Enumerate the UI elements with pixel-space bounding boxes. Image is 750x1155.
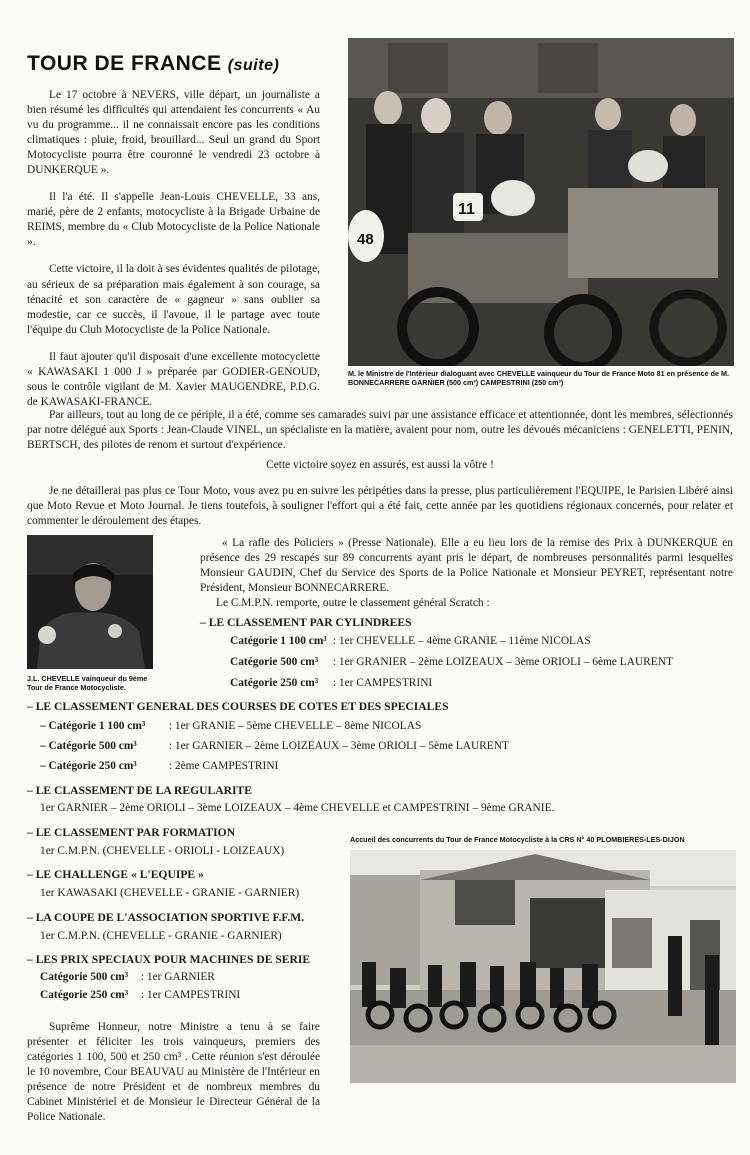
result-row	[230, 634, 591, 649]
final-paragraph: Suprême Honneur, notre Ministre a tenu à se faire présenter et féliciter les trois vainqueurs, premiers des catégories 1 100, 500 et 250 cm³ . Cette réunion s'est déroulée le 10 novembre, Cour BEAUVAU au Ministère de l'Intérieur en présence de notre Président et de nombreux membres du Cabinet Ministériel et de Monsieur le Directeur Général de la Police Nationale.	[27, 1021, 320, 1124]
result-row	[40, 988, 240, 1003]
result-row	[40, 739, 509, 754]
crs-illustration	[350, 850, 736, 1083]
section-coupe-title: – LA COUPE DE L'ASSOCIATION SPORTIVE F.F.M.	[27, 911, 305, 924]
cmpn-line: Le C.M.P.N. remporte, outre le classement général Scratch :	[216, 597, 490, 609]
section-formation-title: – LE CLASSEMENT PAR FORMATION	[27, 826, 236, 839]
category-result: : 1er CAMPESTRINI	[332, 677, 433, 689]
regularite-result: 1er GARNIER – 2ème ORIOLI – 3ème LOIZEAUX – 4ème CHEVELLE et CAMPESTRINI – 9ème GRANIE.	[40, 802, 555, 814]
plate-11: 11	[458, 201, 475, 218]
category-label: – Catégorie 500 cm³	[40, 740, 137, 752]
title-suite: (suite)	[227, 57, 280, 74]
category-result: : 1er CAMPESTRINI	[140, 989, 241, 1001]
wide-text	[27, 408, 733, 453]
result-row	[40, 970, 215, 985]
photo-minister-chevelle	[348, 38, 734, 366]
result-row	[230, 655, 673, 670]
photo-chevelle-portrait	[27, 535, 153, 669]
category-label: Catégorie 250 cm³	[40, 989, 129, 1001]
photo-crs-caption: Accueil des concurrents du Tour de France Motocycliste à la CRS N° 40 PLOMBIERES-LES-DIJON	[350, 835, 685, 844]
section-cylindrees-title: – LE CLASSEMENT PAR CYLINDREES	[200, 616, 412, 629]
photo-minister-caption: M. le Ministre de l'Intérieur dialoguant avec CHEVELLE vainqueur du Tour de France Moto 81 en présence de M. BONNECARRERE GARNIER (500 cm³) CAMPESTRINI (250 cm³)	[348, 369, 729, 387]
section-challenge-title: – LE CHALLENGE « L'EQUIPE »	[27, 868, 204, 881]
category-result: : 1er GARNIER – 2ème LOIZEAUX – 3ème ORIOLI – 5ème LAURENT	[168, 740, 509, 752]
result-row	[40, 719, 421, 734]
title-main: TOUR DE FRANCE	[27, 52, 222, 75]
rafle-text	[200, 536, 733, 596]
intro-paragraph-3: Cette victoire, il la doit à ses évidentes qualités de pilotage, au sérieux de sa préparation mais également à son courage, sa ténacité et son caractère de « gagneur » sans oublier sa modestie, car ce succès, il l'avoue, il le partage avec toute l'équipe du Club Motocycliste de la Police Nationale.	[27, 263, 320, 336]
intro-paragraph-1: Le 17 octobre à NEVERS, ville départ, un journaliste a bien résumé les difficultés qui attendaient les concurrents « Au vu du programme... il ne connaissait encore pas les conditions climatiques : pluie, froid, brouillard... Seul un grand du Sport Motocycliste pourra être couronné le vendredi 23 octobre à DUNKERQUE ».	[27, 89, 320, 177]
press-paragraph: Je ne détaillerai pas plus ce Tour Moto, vous avez pu en suivre les péripéties dans la presse, plus particulièrement l'EQUIPE, le Parisien Libéré ainsi que Moto Revue et Moto Journal. Je tiens toutefois, à souligner l'effort qui a été fait, cette année par les quotidiens régionaux concernés, pour relater et commenter le déroulement des étapes.	[27, 485, 733, 528]
plate-48: 48	[357, 231, 374, 248]
coupe-result: 1er C.M.P.N. (CHEVELLE - GRANIE - GARNIER)	[40, 930, 282, 942]
challenge-result: 1er KAWASAKI (CHEVELLE - GRANIE - GARNIER)	[40, 887, 300, 899]
photo-minister-illustration	[348, 38, 734, 366]
press-text	[27, 484, 733, 529]
victory-line: Cette victoire soyez en assurés, est aussi la vôtre !	[266, 459, 494, 471]
section-cotes-title: – LE CLASSEMENT GENERAL DES COURSES DE COTES ET DES SPECIALES	[27, 700, 449, 713]
intro-paragraph-4: Il faut ajouter qu'il disposait d'une excellente motocyclette « KAWASAKI 1 000 J » préparée par GODIER-GENOUD, sous le contrôle vigilant de M. Xavier MAUGENDRE, P.D.G. de KAWASAKI-FRANCE.	[27, 350, 320, 408]
category-result: : 1er GRANIE – 5ème CHEVELLE – 8ème NICOLAS	[168, 720, 422, 732]
final-text	[27, 1020, 320, 1125]
section-regularite-title: – LE CLASSEMENT DE LA REGULARITE	[27, 784, 252, 797]
category-label: Catégorie 1 100 cm³	[230, 635, 327, 647]
category-result: : 1er GRANIER – 2ème LOIZEAUX – 3ème ORIOLI – 6ème LAURENT	[332, 656, 673, 668]
category-label: – Catégorie 1 100 cm³	[40, 720, 146, 732]
photo-portrait-caption: J.L. CHEVELLE vainqueur du 9ème Tour de France Motocycliste.	[27, 674, 148, 692]
intro-column	[27, 88, 320, 422]
result-row	[40, 759, 278, 774]
photo-crs-plombieres	[350, 850, 736, 1083]
section-prix-title: – LES PRIX SPECIAUX POUR MACHINES DE SERIE	[27, 953, 311, 966]
category-label: Catégorie 250 cm³	[230, 677, 319, 689]
page-title	[27, 50, 279, 78]
assistance-paragraph: Par ailleurs, tout au long de ce périple, il a été, comme ses camarades suivi par une assistance efficace et attentionnée, dont les membres, sélectionnés par notre délégué aux Sports : Jean-Claude VINEL, un spécialiste en la matière, avaient pour nom, outre les dévoués mécaniciens : GENELETTI, PENIN, BERTSCH, des pilotes de renom et surtout d'expérience.	[27, 409, 733, 452]
category-result: : 1er CHEVELLE – 4ème GRANIE – 11ème NICOLAS	[332, 635, 591, 647]
category-label: – Catégorie 250 cm³	[40, 760, 137, 772]
rafle-paragraph: « La rafle des Policiers » (Presse Nationale). Elle a eu lieu lors de la remise des Prix à DUNKERQUE en présence des 29 rescapés sur 89 concurrents ayant pris le départ, de nombreuses personnalités parmi lesquelles Monsieur GAUDIN, Chef du Service des Sports de la Police Nationale et Monsieur PEYRET, représentant notre Président, Monsieur BONNECARRERE.	[200, 537, 733, 595]
intro-paragraph-2: Il l'a été. Il s'appelle Jean-Louis CHEVELLE, 33 ans, marié, père de 2 enfants, motocycliste à la Brigade Urbaine de REIMS, membre du « Club Motocycliste de la Police Nationale ».	[27, 191, 320, 249]
category-label: Catégorie 500 cm³	[40, 971, 129, 983]
category-result: : 1er GARNIER	[140, 971, 215, 983]
category-result: : 2ème CAMPESTRINI	[168, 760, 279, 772]
portrait-illustration	[27, 535, 153, 669]
result-row	[230, 676, 432, 691]
formation-result: 1er C.M.P.N. (CHEVELLE - ORIOLI - LOIZEAUX)	[40, 845, 285, 857]
category-label: Catégorie 500 cm³	[230, 656, 319, 668]
